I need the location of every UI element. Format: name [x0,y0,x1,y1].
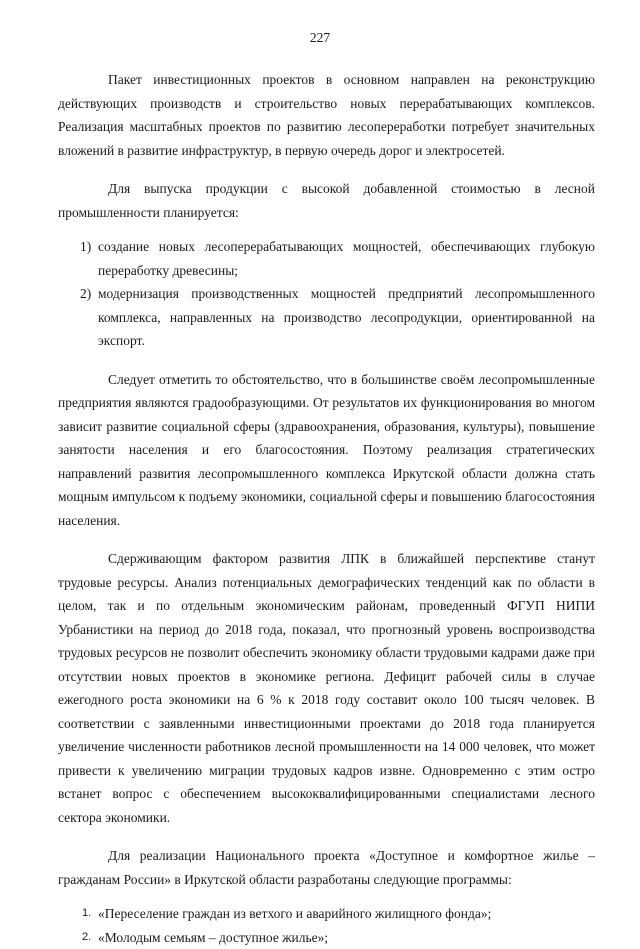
paragraph-town-forming-enterprises: Следует отметить то обстоятельство, что в большинстве своём лесопромышленные предприятия являются градообразующими. От результатов их функционирования во многом зависит развитие социальной сферы (здравоохранения, образования, культуры), повышение занятости населения и его благосостояния. Поэтому реализация стратегических направлений развития лесопромышленного комплекса Иркутской области должна стать мощным импульсом к подъему экономики, социальной сферы и повышению благосостояния населения. [58,368,595,533]
list-item-text: создание новых лесоперерабатывающих мощностей, обеспечивающих глубокую переработку древесины; [98,239,595,278]
paragraph-labor-resources: Сдерживающим фактором развития ЛПК в ближайшей перспективе станут трудовые ресурсы. Анализ потенциальных демографических тенденций как по области в целом, так и по отдельным экономическим районам, проведенный ФГУП НИПИ Урбанистики на период до 2018 года, показал, что прогнозный уровень воспроизводства трудовых ресурсов не позволит обеспечить экономику области трудовыми кадрами даже при отсутствии новых проектов в экономике региона. Дефицит рабочей силы в случае ежегодного роста экономики на 6 % к 2018 году составит около 100 тысяч человек. В соответствии с заявленными инвестиционными проектами до 2018 года планируется увеличение численности работников лесной промышленности на 14 000 человек, что может привести к увеличению миграции трудовых кадров извне. Одновременно с этим остро встанет вопрос с обеспечением высококвалифицированными специалистами лесного сектора экономики. [58,547,595,829]
spacer [58,353,595,368]
spacer [58,532,595,547]
spacer [58,162,595,177]
list-item-text: «Переселение граждан из ветхого и аварийного жилищного фонда»; [98,906,491,921]
list-item-marker: 1. [82,902,91,926]
page-number: 227 [0,30,640,46]
list-item-text: модернизация производственных мощностей предприятий лесопромышленного комплекса, направленных на производство лесопродукции, ориентированной на экспорт. [98,286,595,348]
spacer [58,891,595,902]
paragraph-national-project: Для реализации Национального проекта «Доступное и комфортное жилье – гражданам России» в Иркутской области разработаны следующие программы: [58,844,595,891]
list-item-marker: 2. [82,926,91,949]
spacer [58,829,595,844]
list-item-text: «Молодым семьям – доступное жилье»; [98,930,328,945]
page-content [58,68,595,949]
list-item [58,902,595,926]
list-item [58,282,595,353]
paragraph-investment-projects: Пакет инвестиционных проектов в основном направлен на реконструкцию действующих производств и строительство новых перерабатывающих комплексов. Реализация масштабных проектов по развитию лесопереработки потребует значительных вложений в развитие инфраструктур, в первую очередь дорог и электросетей. [58,68,595,162]
list-item [58,926,595,949]
paragraph-high-value-products: Для выпуска продукции с высокой добавленной стоимостью в лесной промышленности планируется: [58,177,595,224]
list-item-marker: 2) [80,282,91,306]
list-item-marker: 1) [80,235,91,259]
housing-programs-list [58,902,595,949]
planned-measures-list [58,235,595,353]
list-item [58,235,595,282]
spacer [58,224,595,235]
